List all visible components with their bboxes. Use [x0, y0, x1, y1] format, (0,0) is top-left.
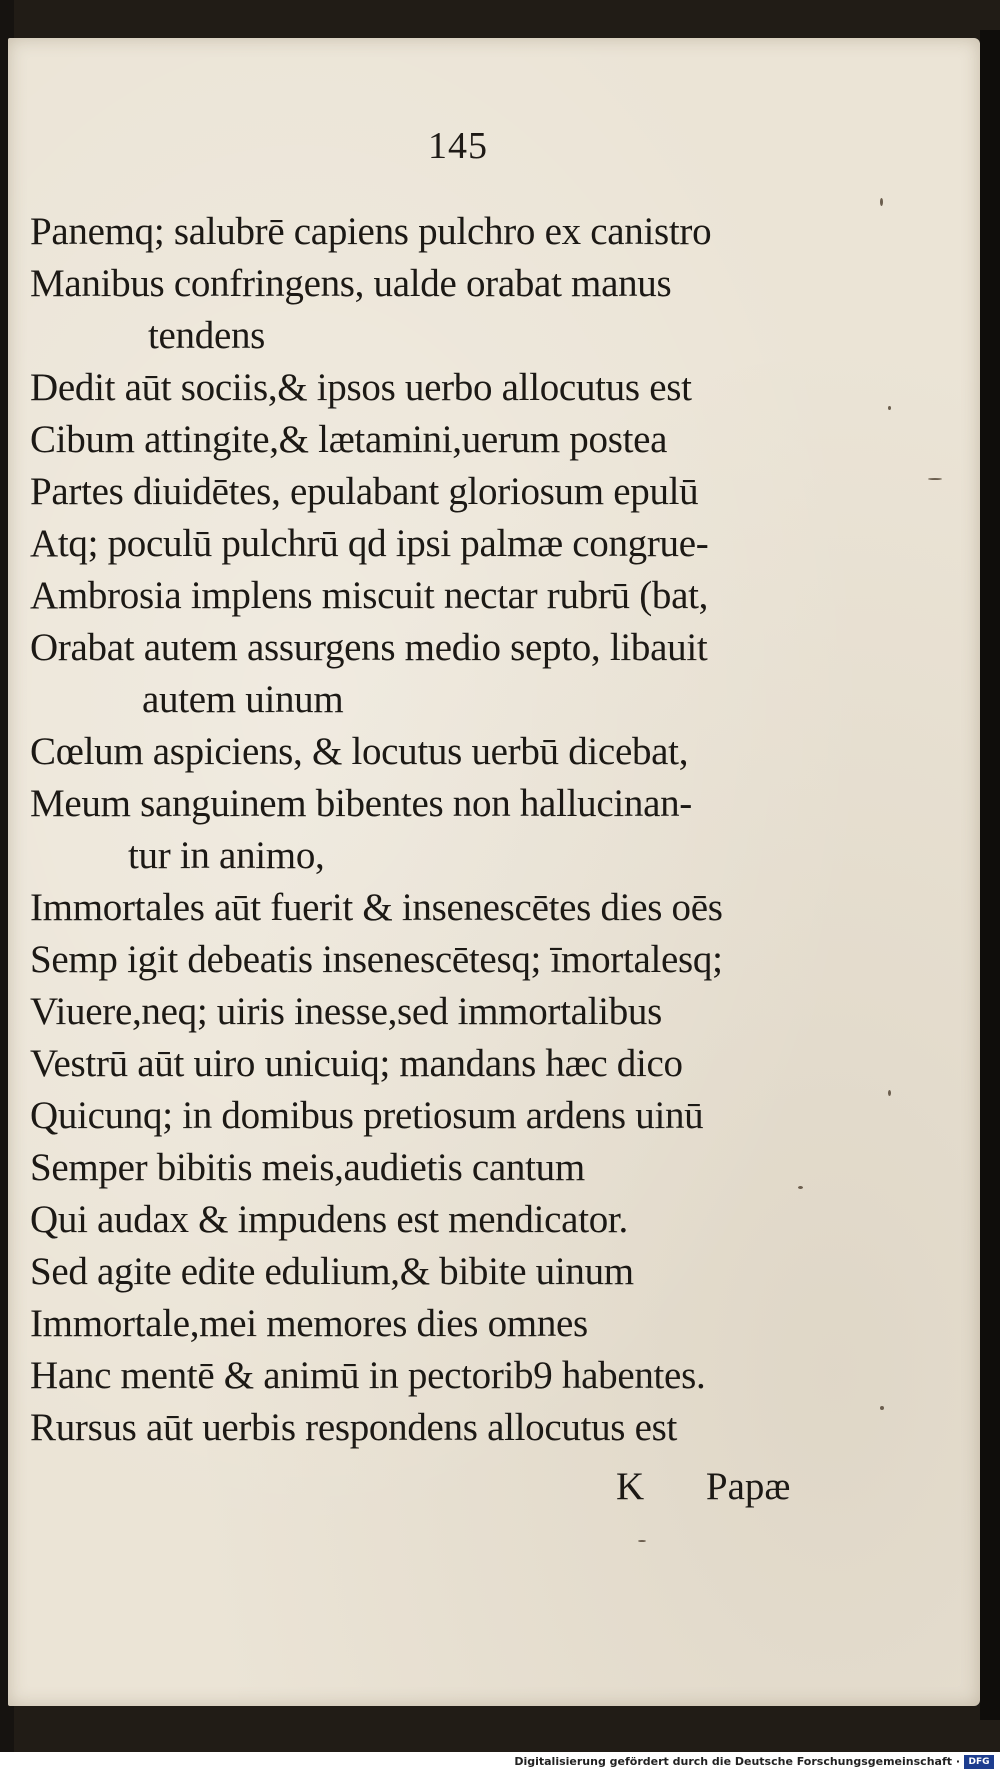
dfg-logo-icon: DFG [964, 1755, 994, 1769]
catchword: Papæ [705, 1465, 791, 1508]
paper-speck [928, 478, 942, 480]
text-line: Atq; poculū pulchrū qd ipsi palmæ congrue- [30, 522, 709, 565]
catchline [616, 1464, 790, 1509]
signature-mark: K [616, 1465, 645, 1508]
text-line: autem uinum [142, 678, 344, 721]
paper-speck [638, 1540, 646, 1542]
text-line: Immortale,mei memores dies omnes [30, 1302, 588, 1345]
text-line: Hanc mentē & animū in pectorib9 habentes. [30, 1354, 706, 1397]
text-line: Sed agite edite edulium,& bibite uinum [30, 1250, 634, 1293]
paper-speck [880, 198, 883, 206]
text-line: Ambrosia implens miscuit nectar rubrū (bat, [30, 574, 709, 617]
text-line: Meum sanguinem bibentes non hallucinan- [30, 782, 692, 825]
page-number: 145 [428, 125, 488, 167]
text-line: Orabat autem assurgens medio septo, libauit [30, 626, 708, 669]
text-line: Quicunq; in domibus pretiosum ardens uinū [30, 1094, 704, 1137]
book-edge-right [980, 30, 1000, 1720]
text-line: Cœlum aspiciens, & locutus uerbū dicebat, [30, 730, 689, 773]
book-page [8, 38, 980, 1706]
text-line: Viuere,neq; uiris inesse,sed immortalibus [30, 990, 662, 1033]
text-line: Partes diuidētes, epulabant gloriosum epulū [30, 470, 699, 513]
text-line: Semp igit debeatis insenescētesq; īmortalesq; [30, 938, 723, 981]
verse-text [30, 206, 830, 1454]
text-line: Immortales aūt fuerit & insenescētes dies oēs [30, 886, 723, 929]
paper-speck [888, 406, 891, 410]
text-line: tendens [148, 314, 266, 357]
text-line: Vestrū aūt uiro unicuiq; mandans hæc dico [30, 1042, 683, 1085]
text-line: Rursus aūt uerbis respondens allocutus est [30, 1406, 678, 1449]
text-line: tur in animo, [128, 834, 325, 877]
text-line: Panemq; salubrē capiens pulchro ex canistro [30, 210, 712, 253]
text-line: Semper bibitis meis,audietis cantum [30, 1146, 585, 1189]
paper-speck [798, 1186, 803, 1189]
text-line: Dedit aūt sociis,& ipsos uerbo allocutus est [30, 366, 692, 409]
paper-speck [880, 1406, 884, 1410]
paper-speck [888, 1090, 891, 1096]
text-line: Qui audax & impudens est mendicator. [30, 1198, 628, 1241]
funding-credit: Digitalisierung gefördert durch die Deutsche Forschungsgemeinschaft · [514, 1755, 960, 1768]
text-line: Cibum attingite,& lætamini,uerum postea [30, 418, 668, 461]
text-line: Manibus confringens, ualde orabat manus [30, 262, 672, 305]
